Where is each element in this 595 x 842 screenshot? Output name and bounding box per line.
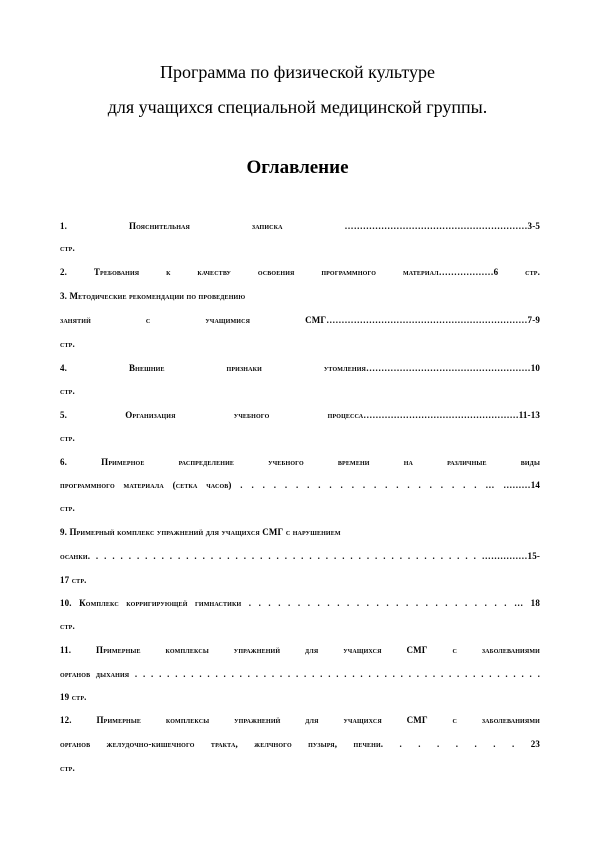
toc-line: 10. Комплекс корригирующей гимнастики . . . . . . . . . . . . . . . . . . . . . . . . . . . … 18 — [60, 598, 540, 608]
toc-line: 12. Примерные комплексы упражнений для учащихся СМГ с заболеваниями — [60, 715, 540, 725]
toc-line: стр. — [60, 621, 75, 631]
document-title-line-1: Программа по физической культуре — [160, 62, 435, 82]
toc-line: стр. — [60, 503, 75, 513]
toc-line: стр. — [60, 339, 75, 349]
toc-line: 4. Внешние признаки утомления………………………………………………10 — [60, 363, 540, 373]
toc-line: 6. Примерное распределение учебного времени на различные виды — [60, 457, 540, 467]
toc-line: стр. — [60, 386, 75, 396]
toc-line: 17 стр. — [60, 575, 87, 585]
toc-line: 2. Требования к качеству освоения программного материал………………6 стр. — [60, 267, 540, 277]
toc-line: 19 стр. — [60, 692, 87, 702]
toc-line: 1. Пояснительная записка ……………………………………………………3-5 — [60, 221, 540, 231]
toc-heading: Оглавление — [246, 157, 349, 178]
toc-line: стр. — [60, 433, 75, 443]
toc-line: органов дыхания . . . . . . . . . . . . . . . . . . . . . . . . . . . . . . . . . . . . . . . . . . . . . . . . . . . — [60, 669, 540, 679]
toc-line: программного материала (сетка часов) . . . . . . . . . . . . . . . . . . . . . . … ………14 — [60, 480, 540, 490]
toc-line: 5. Организация учебного процесса……………………………………………11-13 — [60, 410, 540, 420]
toc-line: стр. — [60, 243, 75, 253]
toc-line: стр. — [60, 763, 75, 773]
toc-line: 3. Методические рекомендации по проведению — [60, 291, 246, 301]
toc-line: занятий с учащимися СМГ…………………………………………………………7-9 — [60, 315, 540, 325]
toc-line: органов желудочно-кишечного тракта, желчного пузыря, печени. . . . . . . . 23 — [60, 739, 540, 749]
document-title-line-2: для учащихся специальной медицинской группы. — [107, 97, 488, 117]
toc-line: осанки. . . . . . . . . . . . . . . . . . . . . . . . . . . . . . . . . . . . . . . . . . . . . . . . ……………15- — [60, 551, 540, 561]
toc-line: 9. Примерный комплекс упражнений для учащихся СМГ с нарушением — [60, 527, 341, 537]
toc-line: 11. Примерные комплексы упражнений для учащихся СМГ с заболеваниями — [60, 645, 540, 655]
